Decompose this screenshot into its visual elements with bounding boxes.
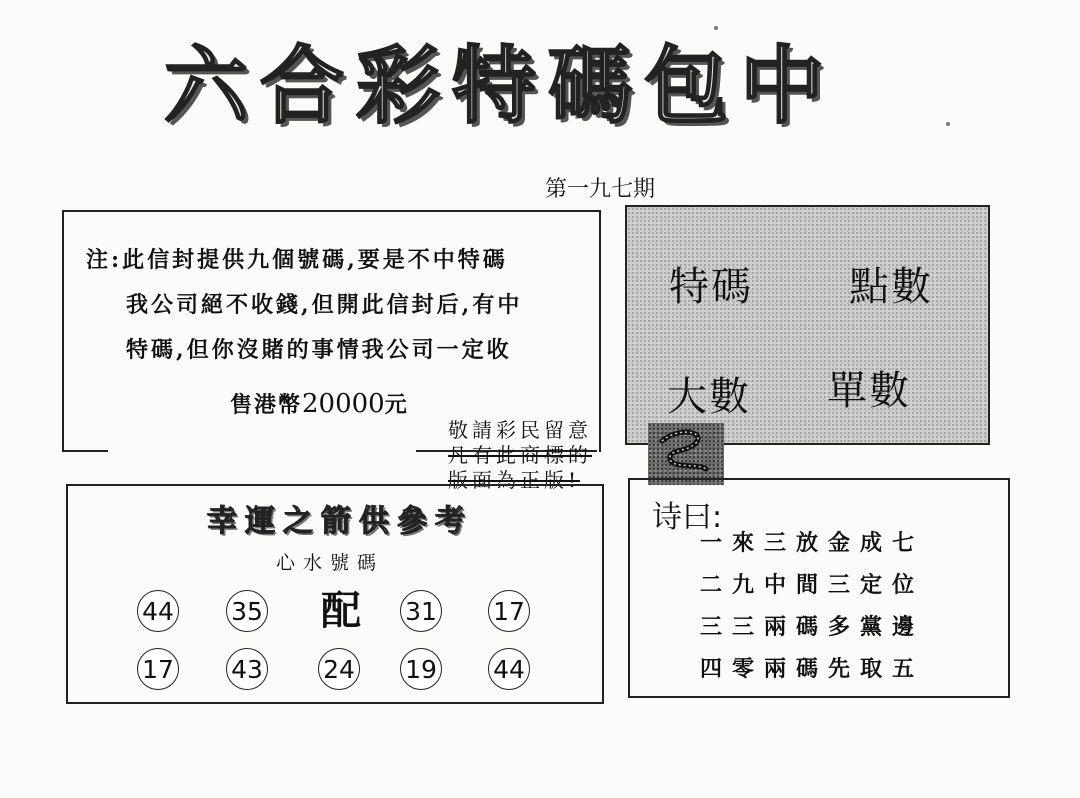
category-points: 點數 <box>849 264 933 310</box>
authenticity-line: 凡有此商標的 <box>448 443 592 467</box>
pair-character: 配 <box>321 587 361 634</box>
issue-number: 第一九七期 <box>544 177 655 202</box>
notice-line: 特碼,但你沒賭的事情我公司一定收 <box>126 337 512 363</box>
poem-line: 三三兩碼多黨邊 <box>700 614 925 640</box>
price-amount: 20000 <box>302 389 385 419</box>
category-odd-number: 單數 <box>827 368 911 414</box>
lucky-number: 44 <box>137 590 179 632</box>
speck <box>714 26 718 30</box>
speck <box>946 122 950 126</box>
poem-line: 一來三放金成七 <box>700 530 925 556</box>
price-prefix: 售港幣 <box>230 392 303 418</box>
lucky-number: 17 <box>488 590 530 632</box>
authenticity-line: 版面為正版! <box>448 468 581 492</box>
price <box>230 388 530 419</box>
lucky-number: 43 <box>226 648 268 690</box>
notice-line: 我公司絕不收錢,但開此信封后,有中 <box>126 292 523 318</box>
category-panel <box>625 205 990 445</box>
category-big-number: 大數 <box>667 374 751 420</box>
category-special-number: 特碼 <box>669 264 753 310</box>
lucky-number: 31 <box>400 590 442 632</box>
poem-title: 诗曰: <box>652 500 723 535</box>
lucky-number: 17 <box>137 648 179 690</box>
poem-line: 二九中間三定位 <box>700 572 925 598</box>
lucky-number: 24 <box>318 648 360 690</box>
poem-line: 四零兩碼先取五 <box>700 656 925 682</box>
lucky-number: 44 <box>488 648 530 690</box>
notice-line: 注:此信封提供九個號碼,要是不中特碼 <box>86 247 508 273</box>
notice-text <box>86 238 586 373</box>
lucky-subtitle: 心水號碼 <box>275 552 384 574</box>
lucky-number: 19 <box>400 648 442 690</box>
page-title: 六合彩特碼包中 <box>163 36 836 135</box>
authenticity-notice <box>448 418 638 493</box>
notice-box-edge <box>62 450 108 452</box>
snake-trademark-icon <box>648 423 724 485</box>
price-unit: 元 <box>384 392 409 418</box>
lucky-title: 幸運之箭供參考 <box>207 504 473 539</box>
authenticity-line: 敬請彩民留意 <box>448 418 592 442</box>
poem <box>700 522 1000 690</box>
lucky-number: 35 <box>226 590 268 632</box>
